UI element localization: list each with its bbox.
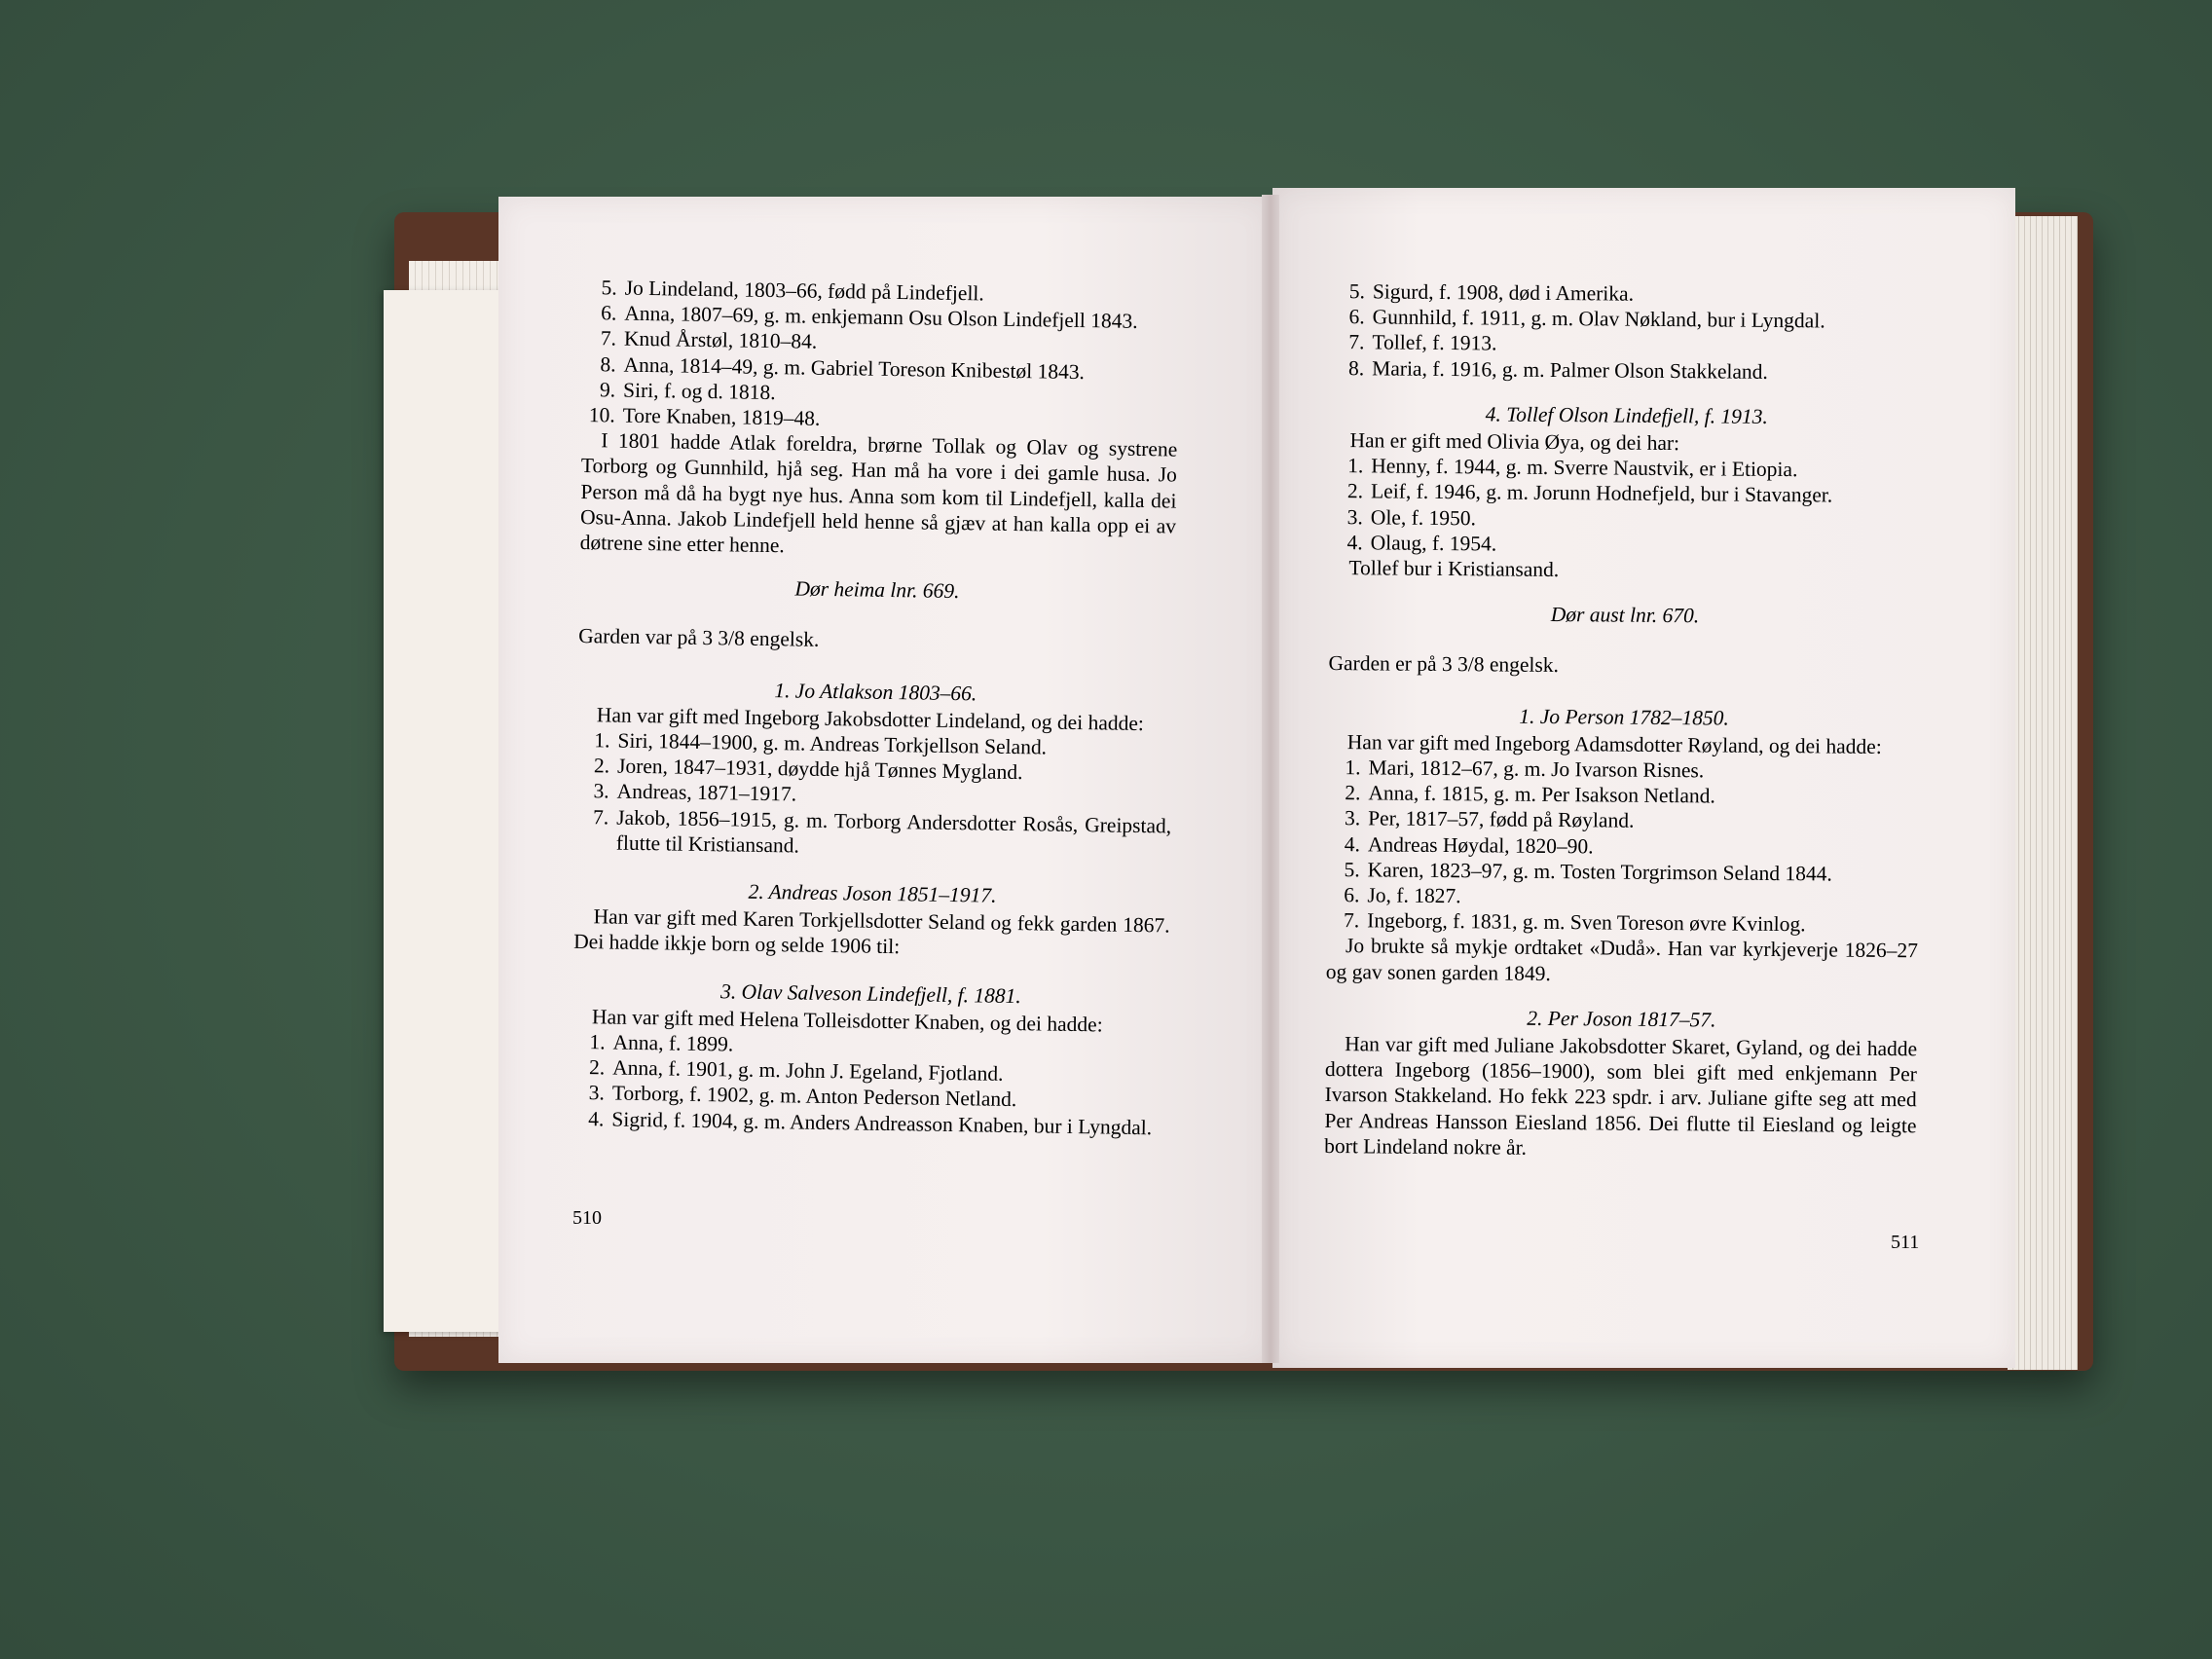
right-list-tollef (1330, 453, 1923, 560)
list-item: 7. Jakob, 1856–1915, g. m. Torborg Andersdotter Rosås, Greipstad, flutte til Kristiansand. (592, 804, 1172, 858)
list-item: 7. Knud Årstøl, 1810–84. (600, 326, 818, 354)
list-item: 5. Jo Lindeland, 1803–66, fødd på Lindefjell. (601, 276, 984, 306)
list-item: 3. Andreas, 1871–1917. (593, 779, 797, 806)
list-item: 9. Siri, f. og d. 1818. (599, 378, 776, 404)
heading-per-joson: 2. Per Joson 1817–57. (1527, 1006, 1716, 1032)
list-item: 2. Leif, f. 1946, g. m. Jorunn Hodnefjeld, bur i Stavanger. (1346, 479, 1833, 507)
paragraph-1801: I 1801 hadde Atlak foreldra, brørne Tollak og Olav og systrene Torborg og Gunnhild, hjå seg. Han må ha vore i dei gamle husa. Jo Person må då ha bygt nye hus. Anna som kom til Lindefjell, kalla dei Osu-Anna. Jakob Lindefjell held henne så gjæv at han kalla opp ei av døtrene sine etter henne. (579, 428, 1178, 558)
paragraph-jo-atlakson: Han var gift med Ingeborg Jakobsdotter Lindeland, og dei hadde: (596, 703, 1145, 735)
list-item: 4. Olaug, f. 1954. (1346, 530, 1497, 556)
list-item: 1. Mari, 1812–67, g. m. Jo Ivarson Risnes. (1345, 756, 1705, 783)
heading-dor-aust: Dør aust lnr. 670. (1550, 603, 1700, 628)
paragraph-duda: Jo brukte så mykje ordtaket «Dudå». Han var kyrkjeverje 1826–27 og gav sonen garden 1849. (1325, 934, 1919, 985)
list-item: 8. Maria, f. 1916, g. m. Palmer Olson Stakkeland. (1347, 355, 1768, 384)
page-edges-right (2008, 216, 2078, 1370)
heading-dor-heima: Dør heima lnr. 669. (794, 576, 960, 604)
left-list-olav (571, 1029, 1168, 1140)
list-item: 5. Sigurd, f. 1908, død i Amerika. (1348, 279, 1635, 306)
list-item: 3. Ole, f. 1950. (1346, 504, 1477, 530)
paragraph-per-joson: Han var gift med Juliane Jakobsdotter Skaret, Gyland, og dei hadde dottera Ingeborg (1856–1900), som blei gift med enkjemann Per Ivarson Stakkeland. Ho fekk 223 spdr. i arv. Juliane gifte seg att med Per Andreas Hansson Eiesland 1856. Dei flutte til Eiesland og leigte bort Lindeland nokre år. (1324, 1032, 1918, 1160)
list-item: 3. Per, 1817–57, fødd på Røyland. (1344, 806, 1635, 833)
right-list-jo-person (1326, 755, 1920, 939)
left-list-a (582, 275, 1180, 437)
paragraph-jo-person: Han var gift med Ingeborg Adamsdotter Røyland, og dei hadde: (1346, 730, 1882, 758)
list-item: 2. Joren, 1847–1931, døydde hjå Tønnes Mygland. (593, 754, 1023, 785)
paragraph-garden-heima: Garden var på 3 3/8 engelsk. (577, 624, 820, 652)
list-item: 6. Gunnhild, f. 1911, g. m. Olav Nøkland, bur i Lyngdal. (1348, 305, 1825, 333)
right-list-a (1331, 278, 1924, 386)
list-item: 7. Tollef, f. 1913. (1348, 330, 1497, 355)
list-item: 1. Anna, f. 1899. (589, 1030, 734, 1056)
list-item: 2. Anna, f. 1901, g. m. John J. Egeland, Fjotland. (588, 1055, 1004, 1087)
list-item: 7. Ingeborg, f. 1831, g. m. Sven Toreson øvre Kvinlog. (1344, 908, 1806, 937)
paragraph-tollef-olson: Han er gift med Olivia Øya, og dei har: (1349, 428, 1680, 456)
list-item: 1. Henny, f. 1944, g. m. Sverre Naustvik, er i Etiopia. (1347, 454, 1798, 482)
heading-jo-person: 1. Jo Person 1782–1850. (1519, 704, 1729, 730)
list-item: 3. Torborg, f. 1902, g. m. Anton Pederson Netland. (588, 1081, 1017, 1112)
list-item: 1. Siri, 1844–1900, g. m. Andreas Torkjellson Seland. (594, 728, 1048, 759)
heading-andreas-joson: 2. Andreas Joson 1851–1917. (748, 879, 997, 907)
paragraph-tollef-bur: Tollef bur i Kristiansand. (1348, 556, 1560, 582)
paragraph-garden-aust: Garden er på 3 3/8 engelsk. (1328, 651, 1560, 678)
list-item: 5. Karen, 1823–97, g. m. Tosten Torgrimson Seland 1844. (1344, 857, 1832, 886)
left-list-jo (575, 727, 1173, 865)
heading-tollef-olson: 4. Tollef Olson Lindefjell, f. 1913. (1485, 402, 1768, 428)
list-item: 10. Tore Knaben, 1819–48. (588, 403, 821, 430)
page-number-right: 511 (1891, 1232, 1920, 1253)
paragraph-olav-salveson: Han var gift med Helena Tolleisdotter Knaben, og dei hadde: (591, 1005, 1103, 1037)
list-item: 6. Anna, 1807–69, g. m. enkjemann Osu Olson Lindefjell 1843. (601, 301, 1138, 334)
list-item: 4. Andreas Høydal, 1820–90. (1344, 831, 1594, 859)
list-item: 4. Sigrid, f. 1904, g. m. Anders Andreasson Knaben, bur i Lyngdal. (588, 1106, 1153, 1139)
list-item: 2. Anna, f. 1815, g. m. Per Isakson Netland. (1345, 781, 1715, 808)
heading-olav-salveson: 3. Olav Salveson Lindefjell, f. 1881. (719, 978, 1021, 1008)
right-page-text (1324, 278, 1924, 1163)
book-spine (1262, 195, 1279, 1363)
page-number-left: 510 (572, 1207, 602, 1229)
list-item: 8. Anna, 1814–49, g. m. Gabriel Toreson Knibestøl 1843. (600, 351, 1086, 384)
heading-jo-atlakson: 1. Jo Atlakson 1803–66. (774, 678, 977, 706)
paragraph-andreas-joson: Han var gift med Karen Torkjellsdotter Seland og fekk garden 1867. Dei hadde ikkje born og selde 1906 til: (573, 904, 1170, 959)
left-page-text (571, 275, 1180, 1140)
list-item: 6. Jo, f. 1827. (1344, 883, 1461, 908)
